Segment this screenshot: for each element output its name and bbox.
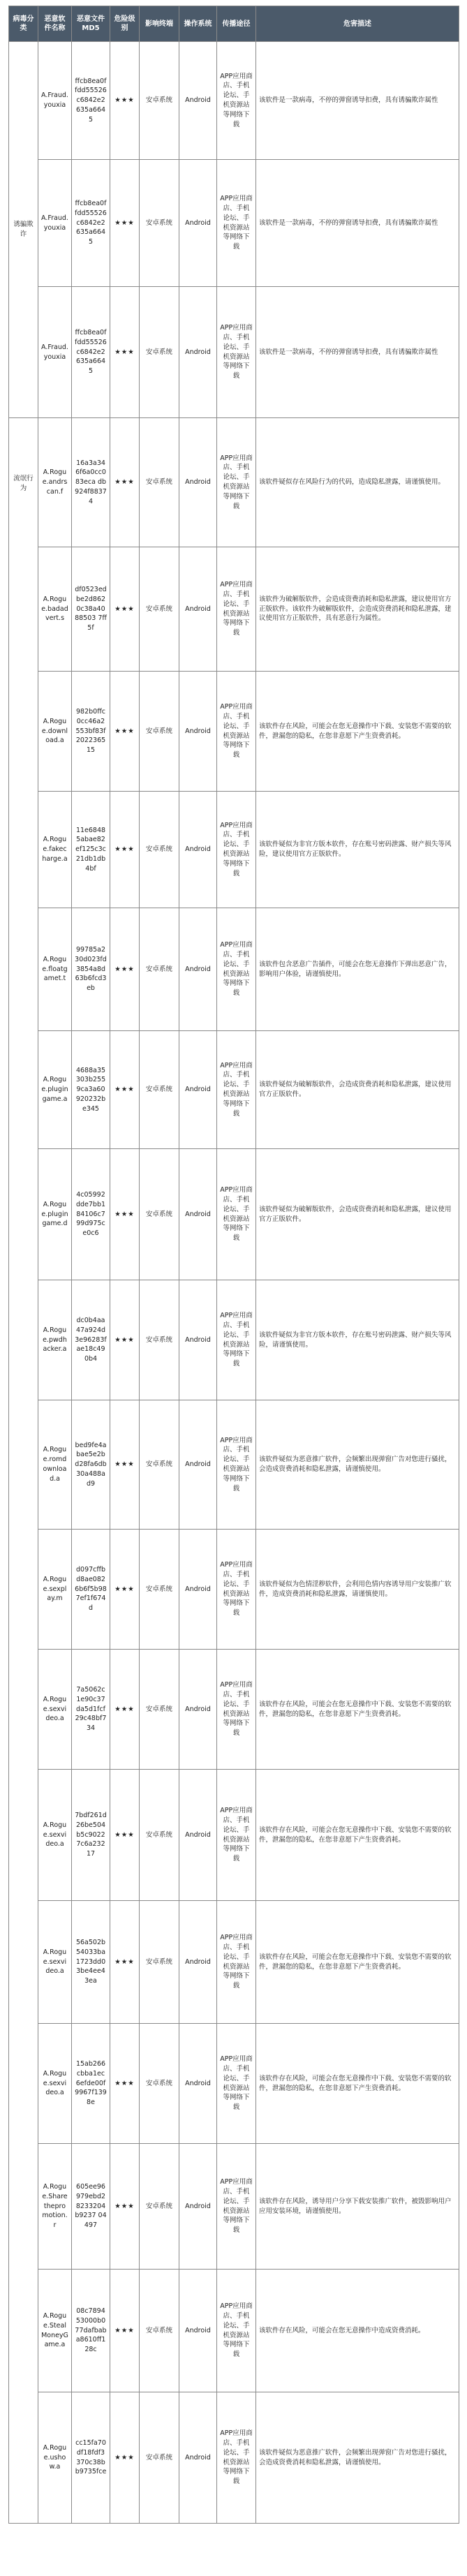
os-cell: Android (179, 2270, 217, 2392)
md5-cell: 605ee96979ebd28233204b9237 04497 (72, 2144, 110, 2270)
desc-cell: 该软件包含恶意广告插件，可能会在您无意操作下弹出恶意广告，影响用户体验，请谨慎使用。 (256, 908, 459, 1031)
os-cell: Android (179, 1031, 217, 1149)
table-header (9, 6, 459, 42)
os-cell: Android (179, 2392, 217, 2524)
table-row (9, 2024, 459, 2144)
path-cell: APP应用商店、手机论坛、手机资源站等网络下载 (217, 908, 256, 1031)
md5-cell: 982b0ffc0cc46a2553bf83f202236515 (72, 672, 110, 792)
name-cell: A.Rogue.badadvert.s (38, 547, 72, 672)
name-cell: A.Rogue.sexvideo.a (38, 1901, 72, 2024)
table-row (9, 2392, 459, 2524)
desc-cell: 该软件疑似为破解版软件，会造成资费消耗和隐私泄露，建议使用官方正版软件。 (256, 1031, 459, 1149)
table-row (9, 418, 459, 547)
name-cell: A.Fraud.youxia (38, 287, 72, 418)
level-cell: ★★★ (110, 1530, 140, 1650)
path-cell: APP应用商店、手机论坛、手机资源站等网络下载 (217, 2144, 256, 2270)
md5-cell: 7a5062c1e90c37da5d1fcf29c48bf734 (72, 1650, 110, 1770)
table-row (9, 908, 459, 1031)
md5-cell: 15ab266cbba1ec6efde00f9967f1398e (72, 2024, 110, 2144)
desc-cell: 该软件是一款病毒，不停的弹窗诱导扣费，具有诱骗欺诈属性 (256, 42, 459, 160)
path-cell: APP应用商店、手机论坛、手机资源站等网络下载 (217, 160, 256, 287)
desc-cell: 该软件疑似为恶意推广软件，会频繁出现弹窗广告对您进行骚扰，会造成资费消耗和隐私泄露，请谨慎使用。 (256, 2392, 459, 2524)
os-cell: Android (179, 418, 217, 547)
name-cell: A.Rogue.floatgamet.t (38, 908, 72, 1031)
level-cell: ★★★ (110, 1031, 140, 1149)
md5-cell: d097cffbd8ae0826b6f5b987ef1f674d (72, 1530, 110, 1650)
name-cell: A.Fraud.youxia (38, 42, 72, 160)
table-row (9, 547, 459, 672)
name-cell: A.Rogue.andrscan.f (38, 418, 72, 547)
level-cell: ★★★ (110, 1650, 140, 1770)
md5-cell: 11e68485abae82ef125c3c21db1db4bf (72, 792, 110, 908)
desc-cell: 该软件疑似存在风险行为的代码，造成隐私泄露，请谨慎使用。 (256, 418, 459, 547)
name-cell: A.Rogue.sexvideo.a (38, 2024, 72, 2144)
os-cell: Android (179, 2024, 217, 2144)
level-cell: ★★★ (110, 792, 140, 908)
category-cell: 流氓行为 (9, 418, 38, 2524)
level-cell: ★★★ (110, 2392, 140, 2524)
level-cell: ★★★ (110, 2144, 140, 2270)
terminal-cell: 安卓系统 (140, 287, 179, 418)
name-cell: A.Rogue.Sharethepromotion.r (38, 2144, 72, 2270)
table-row (9, 1400, 459, 1530)
md5-cell: 4688a35303b2559ca3a60920232be345 (72, 1031, 110, 1149)
terminal-cell: 安卓系统 (140, 547, 179, 672)
md5-cell: 7bdf261d26be504b5c90227c6a23217 (72, 1770, 110, 1901)
level-cell: ★★★ (110, 1901, 140, 2024)
path-cell: APP应用商店、手机论坛、手机资源站等网络下载 (217, 1149, 256, 1280)
level-cell: ★★★ (110, 42, 140, 160)
level-cell: ★★★ (110, 160, 140, 287)
md5-cell: 08c789453000b077dafbaba8610ff128c (72, 2270, 110, 2392)
name-cell: A.Rogue.download.a (38, 672, 72, 792)
desc-cell: 该软件疑似为非官方版本软件，存在账号密码泄露、财产损失等风险，建议使用官方正版软件。 (256, 792, 459, 908)
name-cell: A.Rogue.pwdhacker.a (38, 1280, 72, 1400)
name-cell: A.Fraud.youxia (38, 160, 72, 287)
md5-cell: bed9fe4abae5e2bd28fa6db30a488ad9 (72, 1400, 110, 1530)
md5-cell: 4c05992dde7bb184106c799d975ce0c6 (72, 1149, 110, 1280)
desc-cell: 该软件是一款病毒，不停的弹窗诱导扣费，具有诱骗欺诈属性 (256, 287, 459, 418)
md5-cell: 99785a230d023fd3854a8d63b6fcd3eb (72, 908, 110, 1031)
table-row (9, 2270, 459, 2392)
path-cell: APP应用商店、手机论坛、手机资源站等网络下载 (217, 1280, 256, 1400)
desc-cell: 该软件存在风险，可能会在您无意操作中下载、安装您不需要的软件，泄漏您的隐私，在您非意愿下产生资费消耗。 (256, 1901, 459, 2024)
terminal-cell: 安卓系统 (140, 1031, 179, 1149)
terminal-cell: 安卓系统 (140, 2392, 179, 2524)
path-cell: APP应用商店、手机论坛、手机资源站等网络下载 (217, 672, 256, 792)
desc-cell: 该软件存在风险，诱导用户分享下载安装推广软件，被毁影响用户应用安装环境，请谨慎使用。 (256, 2144, 459, 2270)
name-cell: A.Rogue.fakecharge.a (38, 792, 72, 908)
header-desc: 危害描述 (256, 6, 459, 42)
table-row (9, 1530, 459, 1650)
table-row (9, 1901, 459, 2024)
terminal-cell: 安卓系统 (140, 1901, 179, 2024)
os-cell: Android (179, 1770, 217, 1901)
table-row (9, 672, 459, 792)
level-cell: ★★★ (110, 2270, 140, 2392)
name-cell: A.Rogue.plugingame.a (38, 1031, 72, 1149)
table-row (9, 160, 459, 287)
terminal-cell: 安卓系统 (140, 1530, 179, 1650)
desc-cell: 该软件存在风险，可能会在您无意操作中下载、安装您不需要的软件，泄漏您的隐私，在您非意愿下产生资费消耗。 (256, 2024, 459, 2144)
desc-cell: 该软件疑似为非官方版本软件，存在账号密码泄露、财产损失等风险，请谨慎使用。 (256, 1280, 459, 1400)
desc-cell: 该软件疑似为恶意推广软件，会频繁出现弹窗广告对您进行骚扰，会造成资费消耗和隐私泄露，请谨慎使用。 (256, 1400, 459, 1530)
os-cell: Android (179, 1400, 217, 1530)
path-cell: APP应用商店、手机论坛、手机资源站等网络下载 (217, 418, 256, 547)
os-cell: Android (179, 2144, 217, 2270)
desc-cell: 该软件存在风险，可能会在您无意操作中下载、安装您不需要的软件，泄漏您的隐私，在您非意愿下产生资费消耗。 (256, 1770, 459, 1901)
terminal-cell: 安卓系统 (140, 1280, 179, 1400)
terminal-cell: 安卓系统 (140, 1400, 179, 1530)
terminal-cell: 安卓系统 (140, 2270, 179, 2392)
terminal-cell: 安卓系统 (140, 1149, 179, 1280)
level-cell: ★★★ (110, 1149, 140, 1280)
os-cell: Android (179, 1280, 217, 1400)
os-cell: Android (179, 792, 217, 908)
header-category: 病毒分类 (9, 6, 38, 42)
table-row (9, 287, 459, 418)
desc-cell: 该软件为破解版软件，会造成资费消耗和隐私泄露，建议使用官方正版软件。该软件为破解版软件，会造成资费消耗和隐私泄露，建议使用官方正版软件，具有恶意行为属性。 (256, 547, 459, 672)
table-body (9, 42, 459, 2524)
os-cell: Android (179, 160, 217, 287)
level-cell: ★★★ (110, 1400, 140, 1530)
desc-cell: 该软件存在风险，可能会在您无意操作中下载、安装您不需要的软件，泄漏您的隐私，在您非意愿下产生资费消耗。 (256, 672, 459, 792)
table-row (9, 1031, 459, 1149)
os-cell: Android (179, 1530, 217, 1650)
md5-cell: dc0b4aa47a924d3e96283fae18c490b4 (72, 1280, 110, 1400)
table-row (9, 1280, 459, 1400)
level-cell: ★★★ (110, 418, 140, 547)
path-cell: APP应用商店、手机论坛、手机资源站等网络下载 (217, 2270, 256, 2392)
header-os: 操作系统 (179, 6, 217, 42)
terminal-cell: 安卓系统 (140, 792, 179, 908)
name-cell: A.Rogue.StealMoneyGame.a (38, 2270, 72, 2392)
header-md5: 恶意文件MD5 (72, 6, 110, 42)
header-name: 恶意软件名称 (38, 6, 72, 42)
terminal-cell: 安卓系统 (140, 672, 179, 792)
path-cell: APP应用商店、手机论坛、手机资源站等网络下载 (217, 2024, 256, 2144)
os-cell: Android (179, 672, 217, 792)
os-cell: Android (179, 42, 217, 160)
table-row (9, 1650, 459, 1770)
name-cell: A.Rogue.plugingame.d (38, 1149, 72, 1280)
md5-cell: ffcb8ea0ffdd55526c6842e2635a6645 (72, 160, 110, 287)
name-cell: A.Rogue.romdownload.a (38, 1400, 72, 1530)
terminal-cell: 安卓系统 (140, 908, 179, 1031)
os-cell: Android (179, 1650, 217, 1770)
name-cell: A.Rogue.sexvideo.a (38, 1650, 72, 1770)
terminal-cell: 安卓系统 (140, 1770, 179, 1901)
table-row (9, 792, 459, 908)
os-cell: Android (179, 1149, 217, 1280)
path-cell: APP应用商店、手机论坛、手机资源站等网络下载 (217, 1770, 256, 1901)
os-cell: Android (179, 287, 217, 418)
md5-cell: 16a3a346f6a0cc083eca db924f88374 (72, 418, 110, 547)
table-row (9, 2144, 459, 2270)
terminal-cell: 安卓系统 (140, 1650, 179, 1770)
md5-cell: ffcb8ea0ffdd55526c6842e2635a6645 (72, 287, 110, 418)
name-cell: A.Rogue.ushow.a (38, 2392, 72, 2524)
terminal-cell: 安卓系统 (140, 418, 179, 547)
os-cell: Android (179, 1901, 217, 2024)
path-cell: APP应用商店、手机论坛、手机资源站等网络下载 (217, 2392, 256, 2524)
desc-cell: 该软件是一款病毒，不停的弹窗诱导扣费，具有诱骗欺诈属性 (256, 160, 459, 287)
path-cell: APP应用商店、手机论坛、手机资源站等网络下载 (217, 1400, 256, 1530)
level-cell: ★★★ (110, 1280, 140, 1400)
malware-table (8, 6, 459, 2524)
name-cell: A.Rogue.sexplay.m (38, 1530, 72, 1650)
level-cell: ★★★ (110, 672, 140, 792)
md5-cell: 56a502b54033ba1723dd03be4ee43ea (72, 1901, 110, 2024)
path-cell: APP应用商店、手机论坛、手机资源站等网络下载 (217, 1530, 256, 1650)
category-cell: 诱骗欺诈 (9, 42, 38, 418)
desc-cell: 该软件疑似为色情淫秽软件，会利用色情内容诱导用户安装推广软件，造成资费消耗和隐私泄露，请谨慎使用。 (256, 1530, 459, 1650)
desc-cell: 该软件存在风险，可能会在您无意操作中下载、安装您不需要的软件，泄漏您的隐私，在您非意愿下产生资费消耗。 (256, 1650, 459, 1770)
level-cell: ★★★ (110, 547, 140, 672)
desc-cell: 该软件疑似为破解版软件，会造成资费消耗和隐私泄露，建议使用官方正版软件。 (256, 1149, 459, 1280)
path-cell: APP应用商店、手机论坛、手机资源站等网络下载 (217, 42, 256, 160)
path-cell: APP应用商店、手机论坛、手机资源站等网络下载 (217, 792, 256, 908)
path-cell: APP应用商店、手机论坛、手机资源站等网络下载 (217, 547, 256, 672)
md5-cell: ffcb8ea0ffdd55526c6842e2635a6645 (72, 42, 110, 160)
level-cell: ★★★ (110, 2024, 140, 2144)
md5-cell: df0523edbe2d8620c38a4088503 7ff5f (72, 547, 110, 672)
level-cell: ★★★ (110, 908, 140, 1031)
name-cell: A.Rogue.sexvideo.a (38, 1770, 72, 1901)
table-row (9, 1149, 459, 1280)
header-terminal: 影响终端 (140, 6, 179, 42)
os-cell: Android (179, 908, 217, 1031)
level-cell: ★★★ (110, 1770, 140, 1901)
desc-cell: 该软件存在风险，可能会在您无意操作中造成资费消耗。 (256, 2270, 459, 2392)
header-level: 危险级别 (110, 6, 140, 42)
md5-cell: cc15fa70df18fdf3370c38bb9735fce (72, 2392, 110, 2524)
path-cell: APP应用商店、手机论坛、手机资源站等网络下载 (217, 287, 256, 418)
terminal-cell: 安卓系统 (140, 42, 179, 160)
table-row (9, 1770, 459, 1901)
header-path: 传播途径 (217, 6, 256, 42)
terminal-cell: 安卓系统 (140, 2024, 179, 2144)
terminal-cell: 安卓系统 (140, 2144, 179, 2270)
os-cell: Android (179, 547, 217, 672)
table-row (9, 42, 459, 160)
path-cell: APP应用商店、手机论坛、手机资源站等网络下载 (217, 1650, 256, 1770)
path-cell: APP应用商店、手机论坛、手机资源站等网络下载 (217, 1031, 256, 1149)
terminal-cell: 安卓系统 (140, 160, 179, 287)
level-cell: ★★★ (110, 287, 140, 418)
path-cell: APP应用商店、手机论坛、手机资源站等网络下载 (217, 1901, 256, 2024)
